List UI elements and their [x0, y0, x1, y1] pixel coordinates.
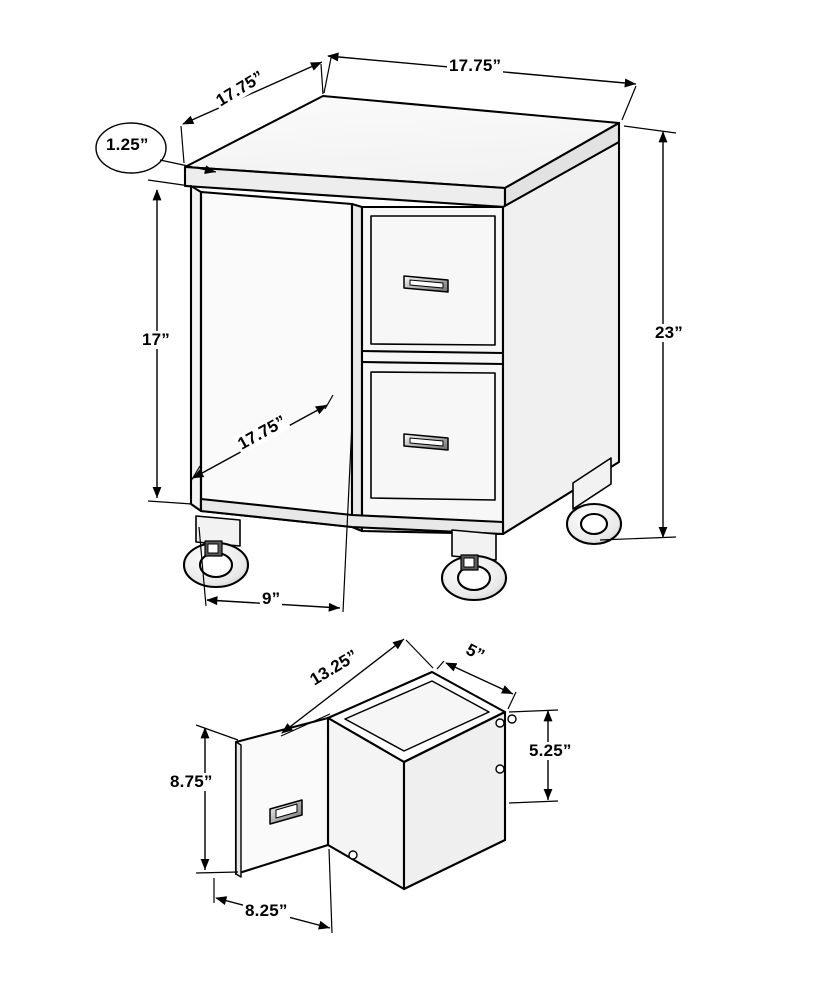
cabinet-open-shelf-back — [201, 192, 352, 527]
caster-front-left — [184, 516, 248, 587]
dimension-label-top-width: 17.75” — [449, 56, 502, 75]
drawer-front-column — [362, 207, 503, 534]
drawer-front-panel — [236, 718, 328, 874]
dimension-label-open-shelf-width: 9” — [262, 589, 281, 608]
dimension-label-top-depth-left: 17.75” — [212, 66, 268, 111]
dimension-label-drawer-box-width: 5” — [462, 639, 488, 666]
dimension-label-interior-depth: 17.75” — [234, 411, 290, 454]
dimension-label-drawer-box-length: 13.25” — [306, 645, 362, 690]
caster-front-right — [442, 530, 506, 600]
drawer-detail-body — [236, 672, 516, 889]
cabinet-left-panel — [191, 186, 201, 511]
dimension-label-overall-height: 23” — [655, 323, 684, 342]
dimension-label-drawer-front-width: 8.25” — [245, 901, 288, 920]
dimension-label-drawer-front-height: 8.75” — [170, 772, 213, 791]
dimension-label-top-thickness: 1.25” — [106, 135, 149, 154]
cabinet-body — [184, 96, 621, 600]
dimension-label-cavity-height: 17” — [142, 330, 171, 349]
dimension-label-drawer-box-height: 5.25” — [529, 741, 572, 760]
cabinet-divider — [352, 204, 362, 531]
